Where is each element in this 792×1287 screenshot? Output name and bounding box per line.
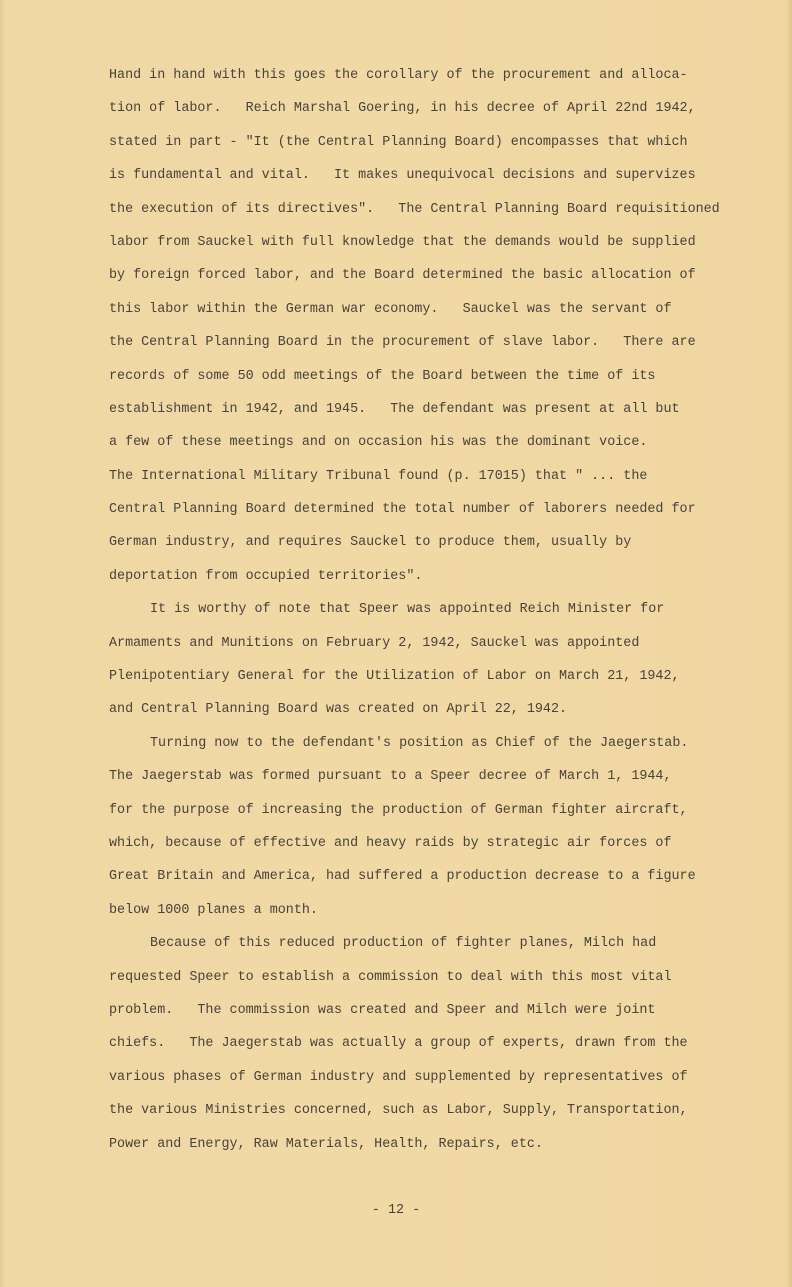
text-line: The Jaegerstab was formed pursuant to a Speer decree of March 1, 1944, bbox=[109, 769, 672, 785]
text-line: Armaments and Munitions on February 2, 1942, Sauckel was appointed bbox=[109, 635, 640, 651]
text-line: the various Ministries concerned, such as Labor, Supply, Transportation, bbox=[109, 1103, 688, 1119]
text-line: Because of this reduced production of fighter planes, Milch had bbox=[150, 936, 657, 952]
document-body bbox=[109, 66, 769, 1168]
text-line: Central Planning Board determined the total number of laborers needed for bbox=[109, 502, 696, 518]
text-line: records of some 50 odd meetings of the Board between the time of its bbox=[109, 368, 656, 384]
text-line: problem. The commission was created and Speer and Milch were joint bbox=[109, 1002, 656, 1018]
text-line: which, because of effective and heavy raids by strategic air forces of bbox=[109, 835, 672, 851]
text-line: Turning now to the defendant's position as Chief of the Jaegerstab. bbox=[150, 735, 689, 751]
text-line: It is worthy of note that Speer was appointed Reich Minister for bbox=[150, 602, 665, 618]
text-line: deportation from occupied territories". bbox=[109, 568, 423, 584]
text-line: Power and Energy, Raw Materials, Health, Repairs, etc. bbox=[109, 1136, 543, 1152]
paragraph bbox=[109, 734, 769, 934]
text-line: Hand in hand with this goes the corollary of the procurement and alloca- bbox=[109, 68, 688, 83]
paragraph bbox=[109, 66, 769, 600]
paragraph bbox=[109, 600, 769, 734]
text-line: stated in part - "It (the Central Planning Board) encompasses that which bbox=[109, 134, 688, 150]
text-line: Great Britain and America, had suffered a production decrease to a figure bbox=[109, 869, 696, 885]
text-line: is fundamental and vital. It makes unequivocal decisions and supervizes bbox=[109, 168, 696, 184]
page-number: - 12 - bbox=[371, 1203, 421, 1218]
text-line: the execution of its directives". The Central Planning Board requisitioned bbox=[109, 201, 720, 217]
text-line: this labor within the German war economy. Sauckel was the servant of bbox=[109, 301, 672, 317]
text-line: below 1000 planes a month. bbox=[109, 902, 318, 918]
text-line: Plenipotentiary General for the Utilization of Labor on March 21, 1942, bbox=[109, 669, 680, 685]
text-line: by foreign forced labor, and the Board determined the basic allocation of bbox=[109, 268, 696, 284]
text-line: a few of these meetings and on occasion his was the dominant voice. bbox=[109, 435, 648, 451]
text-line: The International Military Tribunal found (p. 17015) that " ... the bbox=[109, 468, 648, 484]
text-line: tion of labor. Reich Marshal Goering, in his decree of April 22nd 1942, bbox=[109, 101, 696, 117]
text-line: labor from Sauckel with full knowledge that the demands would be supplied bbox=[109, 234, 696, 250]
text-line: chiefs. The Jaegerstab was actually a group of experts, drawn from the bbox=[109, 1036, 688, 1052]
text-line: various phases of German industry and supplemented by representatives of bbox=[109, 1069, 688, 1085]
text-line: and Central Planning Board was created on April 22, 1942. bbox=[109, 702, 568, 718]
text-line: the Central Planning Board in the procurement of slave labor. There are bbox=[109, 335, 696, 351]
text-line: establishment in 1942, and 1945. The defendant was present at all but bbox=[109, 401, 680, 417]
text-line: requested Speer to establish a commission to deal with this most vital bbox=[109, 969, 672, 985]
text-line: German industry, and requires Sauckel to produce them, usually by bbox=[109, 535, 632, 551]
paragraph bbox=[109, 934, 769, 1168]
text-line: for the purpose of increasing the production of German fighter aircraft, bbox=[109, 802, 688, 818]
